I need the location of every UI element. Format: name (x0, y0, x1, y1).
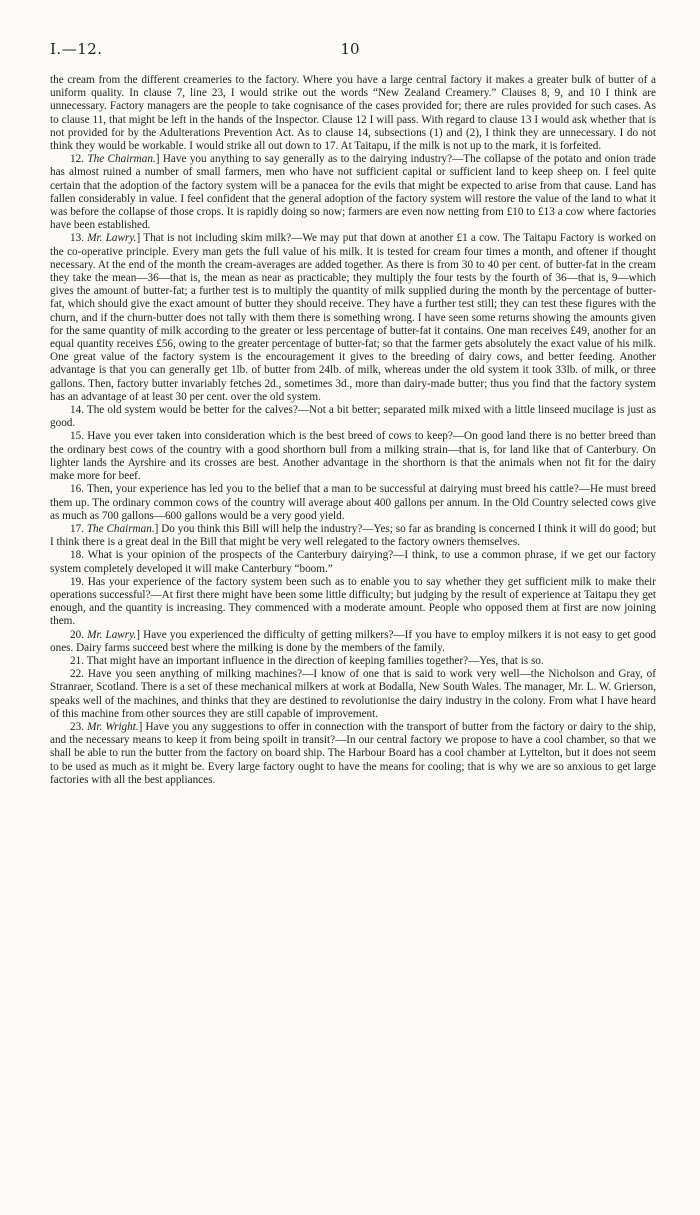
paragraph (50, 232, 656, 404)
paragraph-text: 21. That might have an important influence in the direction of keeping families together?—Yes, that is so. (70, 654, 544, 667)
paragraph-text: ] Have you experienced the difficulty of getting milkers?—If you have to employ milkers it is not easy to get good ones. Dairy farms succeed best where the milking is done by the members of the family. (50, 628, 657, 654)
paragraph-text: 14. The old system would be better for the calves?—Not a bit better; separated milk mixed with a little linseed mucilage is just as good. (50, 404, 656, 430)
document-reference: I.—12. (50, 40, 103, 58)
paragraph-text: 22. Have you seen anything of milking machines?—I know of one that is said to work very well—the Nicholson and Gray, of Stranraer, Scotland. There is a set of these mechanical milkers at work at Bodalla, New South Wales. The manager, Mr. L. W. Grierson, speaks well of the machines, and thinks that they are destined to revolutionise the dairy industry in the colony. From what I have heard of this machine from other sources they are still capable of improvement. (50, 668, 656, 720)
paragraph (50, 655, 656, 668)
paragraph-text: 18. What is your opinion of the prospects of the Canterbury dairying?—I think, to use a common phrase, if we get our factory system completely developed it will make Canterbury “boom.” (50, 549, 656, 575)
speaker: The Chairman. (86, 522, 155, 535)
body-text (50, 74, 656, 787)
paragraph (50, 523, 656, 549)
page-header (50, 40, 650, 62)
paragraph-text: the cream from the different creameries to the factory. Where you have a large central factory it makes a greater bulk of butter of a uniform quality. In clause 7, line 23, I would strike out the words “New Zealand Creamery.” Clauses 8, 9, and 10 I think are unnecessary. Factory managers are the people to take cognisance of the cases provided for; there are rules provided for such cases. As to clause 11, that might be left in the hands of the Inspector. Clause 12 I will pass. With regard to clause 13 I would ask whether that is not provided for by the Adulterations Prevention Act. As to clause 14, subsections (1) and (2), I think they are unnecessary. I do not think they would be workable. I would strike all out down to 17. At Taitapu, if the milk is not up to the mark, it is forfeited. (50, 74, 656, 153)
paragraph (50, 549, 656, 575)
speaker: Mr. Lawry. (87, 628, 137, 641)
paragraph-text: ] Have you any suggestions to offer in connection with the transport of butter from the factory or dairy to the ship, and the necessary means to keep it from being spoilt in transit?—In our central factory we propose to have a cool chamber, so that we shall be able to run the butter from the factory on board ship. The Harbour Board has a cool chamber at Lyttelton, but it does not seem to be used as much as it might be. Every large factory ought to have the means for cooling; that is why we are so anxious to get large factories with all the best appliances. (50, 720, 657, 786)
page-number: 10 (340, 40, 360, 58)
question-number: 12. (70, 153, 84, 166)
speaker: Mr. Lawry. (87, 232, 137, 245)
question-number: 13. (70, 232, 84, 245)
paragraph (50, 74, 656, 153)
paragraph-text: 19. Has your experience of the factory system been such as to enable you to say whether they get sufficient milk to make their operations successful?—At first there might have been some little difficulty; but judging by the result of experience at Taitapu they get enough, and the quantity is increasing. They commenced with a moderate amount. People who opposed them at first are now joining them. (50, 575, 656, 628)
paragraph-text: ] Do you think this Bill will help the industry?—Yes; so far as branding is concerned I think it will do good; but I think there is a great deal in the Bill that might be very well relegated to the factory owners themselves. (50, 522, 657, 549)
paragraph-text: 16. Then, your experience has led you to the belief that a man to be successful at dairying must breed his cattle?—He must breed them up. The ordinary common cows of the country will average about 400 gallons per annum. In the Old Country selected cows give as much as 700 gallons—600 gallons would be a very good yield. (50, 483, 656, 522)
speaker: The Chairman. (87, 153, 156, 166)
question-number: 23. (70, 720, 84, 733)
paragraph (50, 430, 656, 483)
paragraph-text: ] That is not including skim milk?—We may put that down at another £1 a cow. The Taitapu Factory is worked on the co-operative principle. Every man gets the full value of his milk. It is tested for cream four times a month, and oftener if thought necessary. At the end of the month the cream-averages are added together. As there is from 30 to 40 per cent. of butter-fat in the cream they take the mean—36—that is, the mean as near as practicable; they multiply the four tests by the fourth of 36—that is, 9—which gives the amount of butter-fat; a further test is to multiply the quantity of milk supplied during the month by the percentage of butter-fat, which should give the exact amount of butter they should receive. They have a further test still; they can test these figures with the churn, and if the churn-butter does not tally with them there is something wrong. I have seen some returns showing the amounts given for the same quantity of milk according to the greater or less percentage of butter-fat it contains. One man receives £49, another for an equal quantity receives £56, owing to the greater percentage of butter-fat; so that the farmer gets absolutely the exact value of his milk. One great value of the factory system is the encouragement it gives to the breeding of dairy cows, and better feeding. Another advantage is that you can generally get 1lb. of butter from 24lb. of milk, whereas under the old system it took 33lb. of milk, or three gallons. Then, factory butter invariably fetches 2d., sometimes 3d., more than dairy-made butter; thus you find that the factory system has an advantage of at least 30 per cent. over the old system. (50, 232, 656, 403)
paragraph (50, 576, 656, 629)
paragraph (50, 153, 656, 232)
paragraph-text: 15. Have you ever taken into consideration which is the best breed of cows to keep?—On good land there is no better breed than the ordinary best cows of the country with a good shorthorn bull from a milking strain—that is, for land like that of Canterbury. On lighter lands the Ayrshire and its crosses are best. Another advantage in the shorthorn is that the animals when not fit for the dairy make more for beef. (50, 430, 656, 483)
paragraph (50, 404, 656, 430)
paragraph-text: ] Have you anything to say generally as to the dairying industry?—The collapse of the potato and onion trade has almost ruined a number of small farmers, men who have not sufficient capital or sufficient land to keep sheep on. I feel quite certain that the adoption of the factory system will be a panacea for the evils that might be expected to arise from that cause. Land has fallen considerably in value. I feel confident that the general adoption of the factory system will restore the value of the land to what it was before the collapse of those crops. It is rapidly doing so now; farmers are even now netting from £10 to £13 a cow where factories have been established. (50, 153, 656, 232)
paragraph (50, 668, 656, 721)
question-number: 17. (70, 522, 84, 535)
paragraph (50, 629, 656, 655)
speaker: Mr. Wright. (87, 720, 139, 733)
paragraph (50, 721, 656, 787)
question-number: 20. (70, 628, 84, 641)
paragraph (50, 483, 656, 523)
